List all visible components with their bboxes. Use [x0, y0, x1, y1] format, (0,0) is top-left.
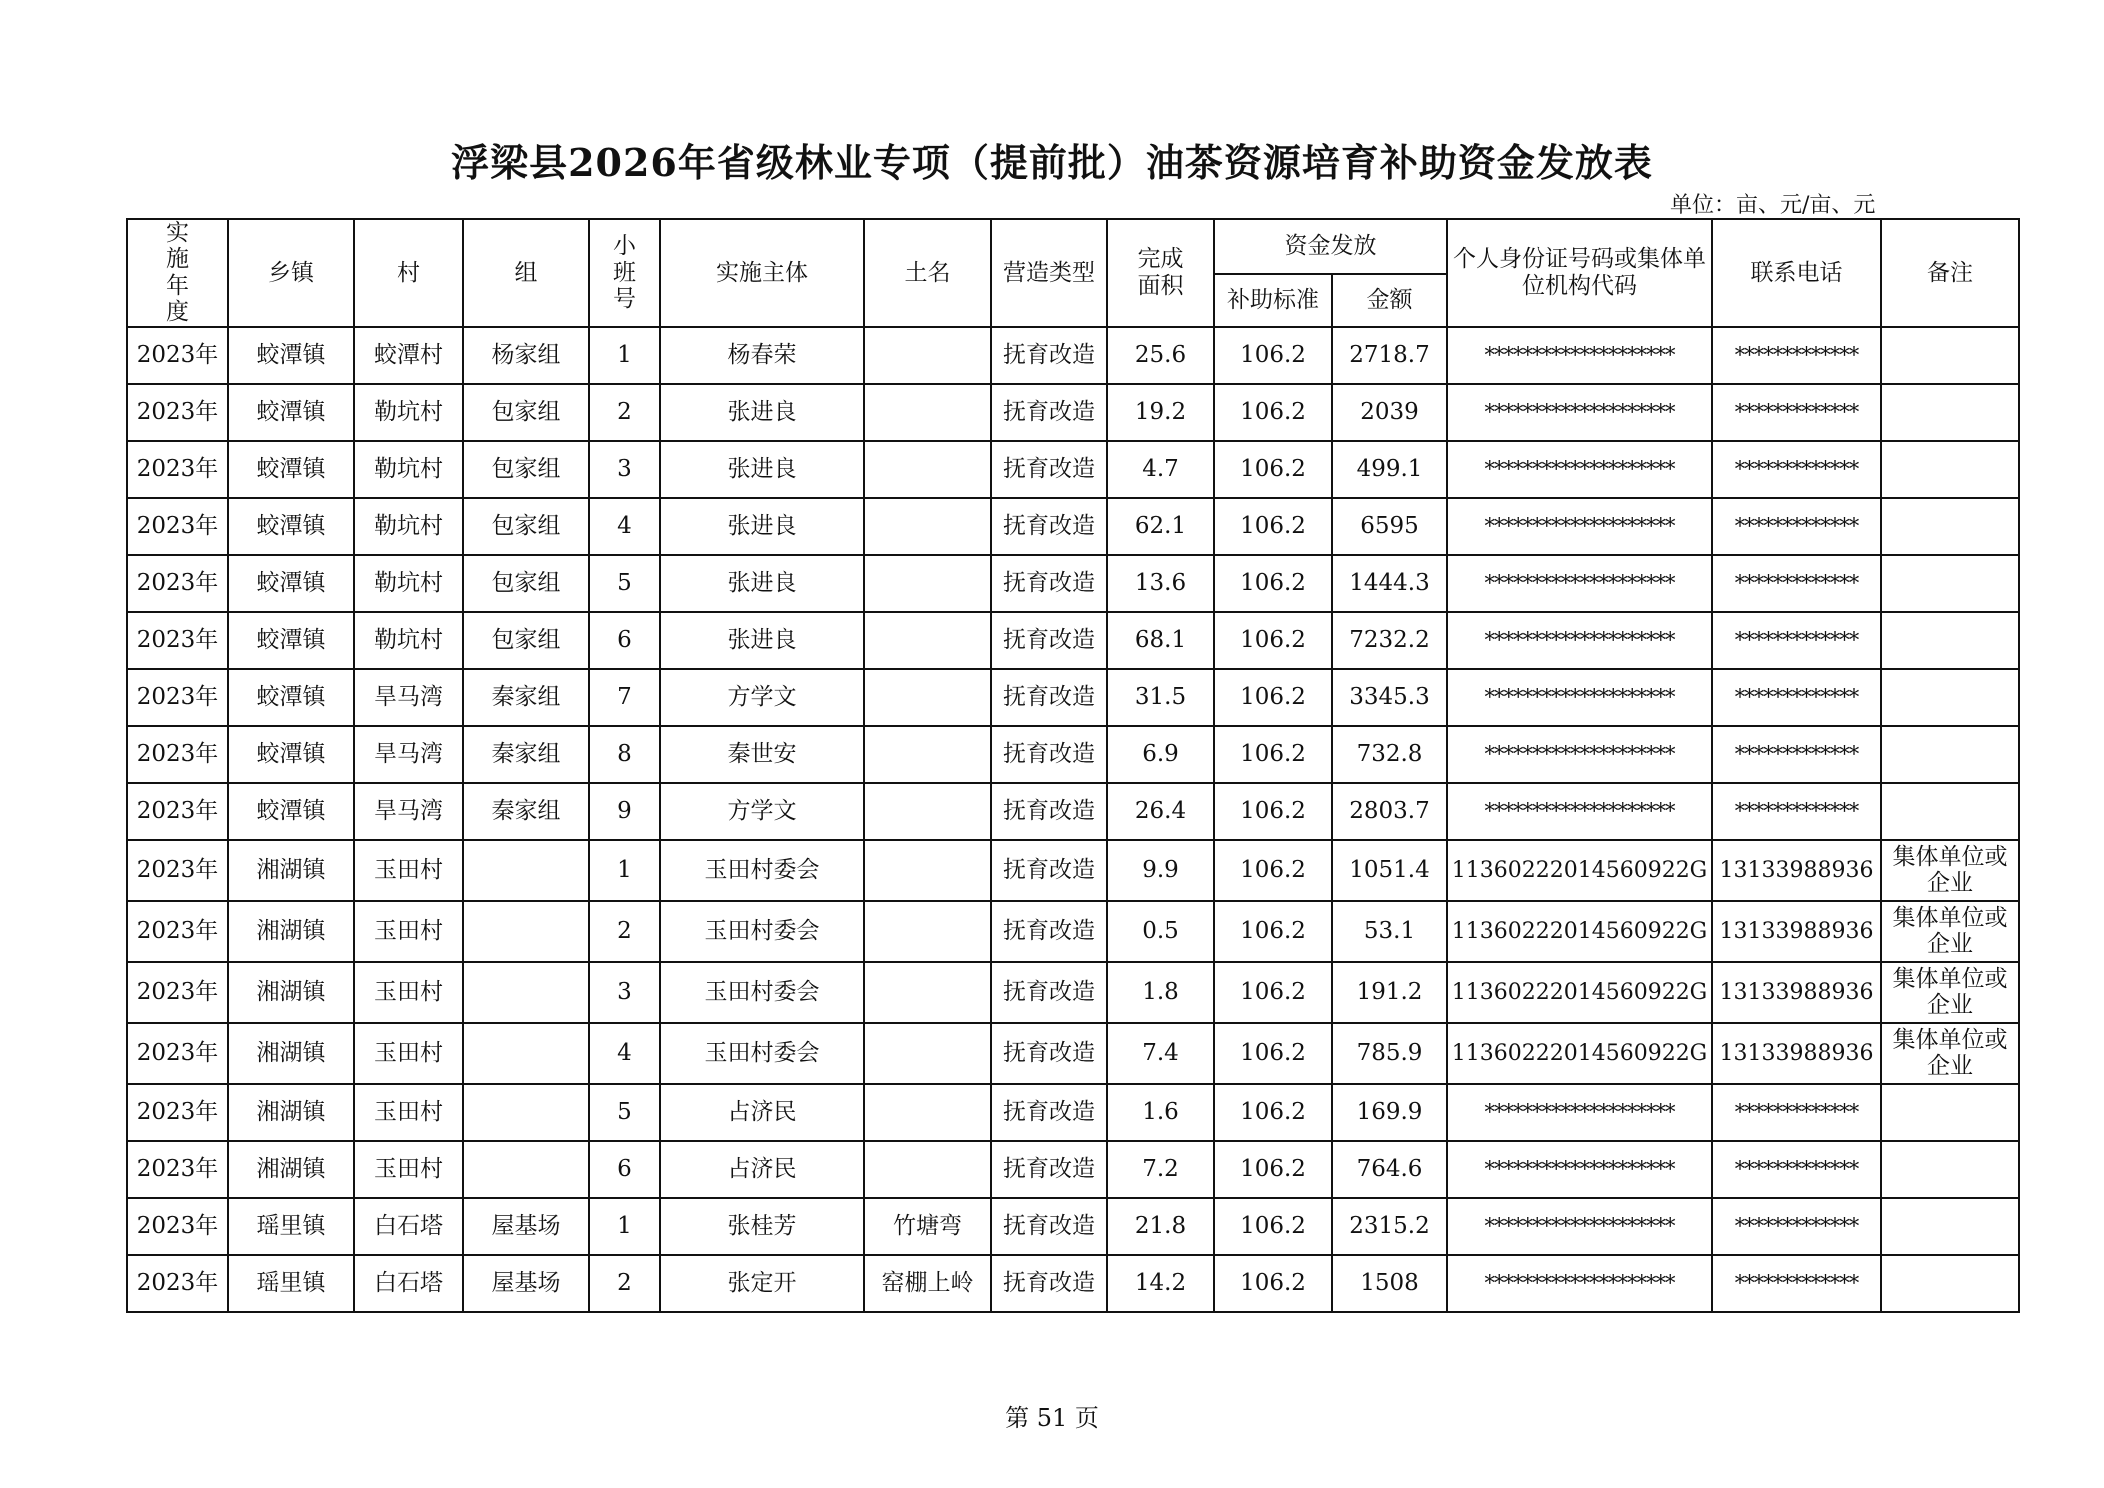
cell-subject: 张定开 — [660, 1255, 864, 1312]
cell-year: 2023年 — [127, 555, 228, 612]
cell-standard: 106.2 — [1214, 840, 1332, 901]
cell-type: 抚育改造 — [991, 962, 1107, 1023]
cell-place: 竹塘弯 — [864, 1198, 991, 1255]
cell-village: 勒坑村 — [354, 555, 463, 612]
cell-subject: 玉田村委会 — [660, 901, 864, 962]
cell-plot: 8 — [589, 726, 660, 783]
cell-id: ******************** — [1447, 1255, 1712, 1312]
cell-standard: 106.2 — [1214, 1255, 1332, 1312]
cell-standard: 106.2 — [1214, 1141, 1332, 1198]
cell-plot: 2 — [589, 1255, 660, 1312]
cell-type: 抚育改造 — [991, 783, 1107, 840]
cell-type: 抚育改造 — [991, 901, 1107, 962]
cell-plot: 5 — [589, 555, 660, 612]
cell-town: 蛟潭镇 — [228, 612, 354, 669]
cell-year: 2023年 — [127, 327, 228, 384]
table-row — [127, 1198, 2019, 1255]
cell-amount: 2039 — [1332, 384, 1447, 441]
cell-group — [463, 840, 589, 901]
cell-group — [463, 1141, 589, 1198]
cell-subject: 张进良 — [660, 384, 864, 441]
cell-subject: 张进良 — [660, 612, 864, 669]
cell-area: 26.4 — [1107, 783, 1214, 840]
cell-plot: 1 — [589, 1198, 660, 1255]
cell-type: 抚育改造 — [991, 384, 1107, 441]
cell-phone: ************* — [1712, 555, 1881, 612]
cell-village: 勒坑村 — [354, 498, 463, 555]
cell-village: 旱马湾 — [354, 669, 463, 726]
cell-note — [1881, 1084, 2019, 1141]
table-row — [127, 840, 2019, 901]
cell-id: ******************** — [1447, 555, 1712, 612]
cell-plot: 5 — [589, 1084, 660, 1141]
header-type: 营造类型 — [991, 219, 1107, 327]
cell-amount: 764.6 — [1332, 1141, 1447, 1198]
cell-amount: 191.2 — [1332, 962, 1447, 1023]
cell-place — [864, 1084, 991, 1141]
cell-area: 14.2 — [1107, 1255, 1214, 1312]
cell-town: 湘湖镇 — [228, 840, 354, 901]
cell-group — [463, 901, 589, 962]
cell-amount: 53.1 — [1332, 901, 1447, 962]
cell-id: ******************** — [1447, 498, 1712, 555]
cell-town: 湘湖镇 — [228, 1141, 354, 1198]
cell-group: 包家组 — [463, 612, 589, 669]
header-note: 备注 — [1881, 219, 2019, 327]
header-amount: 金额 — [1332, 274, 1447, 327]
cell-amount: 2803.7 — [1332, 783, 1447, 840]
table-row — [127, 1084, 2019, 1141]
cell-area: 6.9 — [1107, 726, 1214, 783]
cell-year: 2023年 — [127, 901, 228, 962]
cell-standard: 106.2 — [1214, 669, 1332, 726]
cell-place — [864, 1023, 991, 1084]
cell-year: 2023年 — [127, 1198, 228, 1255]
cell-group: 屋基场 — [463, 1255, 589, 1312]
cell-year: 2023年 — [127, 612, 228, 669]
cell-group: 秦家组 — [463, 783, 589, 840]
cell-amount: 1444.3 — [1332, 555, 1447, 612]
cell-place — [864, 441, 991, 498]
cell-amount: 7232.2 — [1332, 612, 1447, 669]
cell-area: 7.4 — [1107, 1023, 1214, 1084]
cell-note — [1881, 555, 2019, 612]
cell-village: 玉田村 — [354, 840, 463, 901]
cell-phone: ************* — [1712, 1255, 1881, 1312]
table-row — [127, 783, 2019, 840]
cell-subject: 玉田村委会 — [660, 1023, 864, 1084]
table-row — [127, 1141, 2019, 1198]
cell-group: 秦家组 — [463, 726, 589, 783]
cell-subject: 杨春荣 — [660, 327, 864, 384]
cell-id: 11360222014560922G — [1447, 962, 1712, 1023]
cell-amount: 732.8 — [1332, 726, 1447, 783]
cell-type: 抚育改造 — [991, 1141, 1107, 1198]
cell-area: 31.5 — [1107, 669, 1214, 726]
cell-phone: ************* — [1712, 669, 1881, 726]
header-area: 完成面积 — [1107, 219, 1214, 327]
cell-subject: 张进良 — [660, 555, 864, 612]
cell-standard: 106.2 — [1214, 901, 1332, 962]
cell-type: 抚育改造 — [991, 726, 1107, 783]
cell-note — [1881, 783, 2019, 840]
cell-phone: ************* — [1712, 612, 1881, 669]
cell-type: 抚育改造 — [991, 1023, 1107, 1084]
table-row — [127, 384, 2019, 441]
cell-town: 湘湖镇 — [228, 1023, 354, 1084]
table-row — [127, 327, 2019, 384]
cell-subject: 占济民 — [660, 1141, 864, 1198]
cell-standard: 106.2 — [1214, 441, 1332, 498]
cell-town: 蛟潭镇 — [228, 498, 354, 555]
cell-year: 2023年 — [127, 840, 228, 901]
cell-group — [463, 1023, 589, 1084]
cell-plot: 7 — [589, 669, 660, 726]
cell-note: 集体单位或企业 — [1881, 962, 2019, 1023]
cell-village: 旱马湾 — [354, 783, 463, 840]
table-row — [127, 901, 2019, 962]
cell-year: 2023年 — [127, 962, 228, 1023]
cell-standard: 106.2 — [1214, 783, 1332, 840]
cell-village: 白石塔 — [354, 1198, 463, 1255]
cell-year: 2023年 — [127, 1023, 228, 1084]
table-row — [127, 612, 2019, 669]
cell-note — [1881, 441, 2019, 498]
cell-village: 蛟潭村 — [354, 327, 463, 384]
cell-type: 抚育改造 — [991, 555, 1107, 612]
cell-village: 勒坑村 — [354, 441, 463, 498]
table-body — [127, 327, 2019, 1312]
cell-subject: 张进良 — [660, 498, 864, 555]
cell-town: 蛟潭镇 — [228, 726, 354, 783]
cell-town: 湘湖镇 — [228, 901, 354, 962]
cell-standard: 106.2 — [1214, 1023, 1332, 1084]
cell-id: 11360222014560922G — [1447, 901, 1712, 962]
cell-plot: 1 — [589, 840, 660, 901]
table-row — [127, 962, 2019, 1023]
cell-town: 蛟潭镇 — [228, 384, 354, 441]
cell-phone: ************* — [1712, 1198, 1881, 1255]
cell-area: 1.8 — [1107, 962, 1214, 1023]
cell-area: 62.1 — [1107, 498, 1214, 555]
cell-note — [1881, 384, 2019, 441]
cell-standard: 106.2 — [1214, 726, 1332, 783]
cell-subject: 玉田村委会 — [660, 962, 864, 1023]
cell-group: 包家组 — [463, 498, 589, 555]
table-row — [127, 441, 2019, 498]
cell-town: 蛟潭镇 — [228, 783, 354, 840]
cell-note — [1881, 498, 2019, 555]
cell-town: 瑶里镇 — [228, 1255, 354, 1312]
cell-area: 25.6 — [1107, 327, 1214, 384]
cell-id: ******************** — [1447, 783, 1712, 840]
cell-phone: 13133988936 — [1712, 1023, 1881, 1084]
cell-village: 玉田村 — [354, 1084, 463, 1141]
cell-place — [864, 384, 991, 441]
unit-note: 单位：亩、元/亩、元 — [1670, 193, 1876, 218]
cell-group — [463, 962, 589, 1023]
cell-group: 包家组 — [463, 555, 589, 612]
cell-plot: 9 — [589, 783, 660, 840]
header-town: 乡镇 — [228, 219, 354, 327]
cell-amount: 1051.4 — [1332, 840, 1447, 901]
cell-area: 7.2 — [1107, 1141, 1214, 1198]
cell-note — [1881, 1255, 2019, 1312]
cell-note: 集体单位或企业 — [1881, 901, 2019, 962]
cell-amount: 2315.2 — [1332, 1198, 1447, 1255]
cell-year: 2023年 — [127, 441, 228, 498]
cell-place — [864, 327, 991, 384]
cell-group: 杨家组 — [463, 327, 589, 384]
cell-type: 抚育改造 — [991, 669, 1107, 726]
cell-phone: ************* — [1712, 384, 1881, 441]
cell-note — [1881, 669, 2019, 726]
cell-year: 2023年 — [127, 1255, 228, 1312]
cell-village: 玉田村 — [354, 901, 463, 962]
cell-standard: 106.2 — [1214, 327, 1332, 384]
cell-standard: 106.2 — [1214, 612, 1332, 669]
cell-year: 2023年 — [127, 384, 228, 441]
cell-place — [864, 1141, 991, 1198]
cell-note — [1881, 1198, 2019, 1255]
cell-type: 抚育改造 — [991, 327, 1107, 384]
cell-plot: 4 — [589, 1023, 660, 1084]
cell-plot: 2 — [589, 384, 660, 441]
cell-place: 窑棚上岭 — [864, 1255, 991, 1312]
cell-id: ******************** — [1447, 726, 1712, 783]
cell-phone: ************* — [1712, 726, 1881, 783]
cell-standard: 106.2 — [1214, 555, 1332, 612]
page-number: 第 51 页 — [1005, 1404, 1099, 1432]
cell-subject: 张桂芳 — [660, 1198, 864, 1255]
cell-phone: ************* — [1712, 441, 1881, 498]
cell-village: 玉田村 — [354, 962, 463, 1023]
cell-place — [864, 726, 991, 783]
cell-place — [864, 555, 991, 612]
cell-group: 包家组 — [463, 384, 589, 441]
cell-type: 抚育改造 — [991, 1255, 1107, 1312]
cell-plot: 4 — [589, 498, 660, 555]
cell-phone: ************* — [1712, 1084, 1881, 1141]
cell-place — [864, 612, 991, 669]
cell-amount: 169.9 — [1332, 1084, 1447, 1141]
cell-type: 抚育改造 — [991, 441, 1107, 498]
cell-town: 湘湖镇 — [228, 1084, 354, 1141]
header-plot: 小班号 — [589, 219, 660, 327]
cell-phone: ************* — [1712, 1141, 1881, 1198]
cell-town: 蛟潭镇 — [228, 327, 354, 384]
cell-subject: 张进良 — [660, 441, 864, 498]
cell-plot: 2 — [589, 901, 660, 962]
cell-area: 4.7 — [1107, 441, 1214, 498]
cell-group: 包家组 — [463, 441, 589, 498]
table-row — [127, 555, 2019, 612]
cell-phone: 13133988936 — [1712, 840, 1881, 901]
cell-village: 旱马湾 — [354, 726, 463, 783]
subsidy-table — [126, 218, 2020, 1313]
cell-town: 瑶里镇 — [228, 1198, 354, 1255]
cell-village: 玉田村 — [354, 1141, 463, 1198]
table-row — [127, 669, 2019, 726]
cell-subject: 方学文 — [660, 783, 864, 840]
cell-id: ******************** — [1447, 384, 1712, 441]
header-year: 实施年度 — [127, 219, 228, 327]
cell-note — [1881, 726, 2019, 783]
cell-area: 19.2 — [1107, 384, 1214, 441]
header-subject: 实施主体 — [660, 219, 864, 327]
cell-plot: 3 — [589, 962, 660, 1023]
cell-town: 蛟潭镇 — [228, 669, 354, 726]
cell-town: 蛟潭镇 — [228, 555, 354, 612]
cell-id: ******************** — [1447, 1198, 1712, 1255]
cell-standard: 106.2 — [1214, 962, 1332, 1023]
cell-type: 抚育改造 — [991, 612, 1107, 669]
cell-id: ******************** — [1447, 441, 1712, 498]
cell-subject: 方学文 — [660, 669, 864, 726]
cell-place — [864, 498, 991, 555]
cell-phone: 13133988936 — [1712, 901, 1881, 962]
cell-standard: 106.2 — [1214, 384, 1332, 441]
cell-year: 2023年 — [127, 1084, 228, 1141]
cell-standard: 106.2 — [1214, 1084, 1332, 1141]
page-title: 浮梁县2026年省级林业专项（提前批）油茶资源培育补助资金发放表 — [451, 140, 1653, 185]
cell-note — [1881, 1141, 2019, 1198]
cell-plot: 6 — [589, 1141, 660, 1198]
header-phone: 联系电话 — [1712, 219, 1881, 327]
cell-place — [864, 962, 991, 1023]
cell-id: ******************** — [1447, 669, 1712, 726]
cell-area: 21.8 — [1107, 1198, 1214, 1255]
cell-standard: 106.2 — [1214, 1198, 1332, 1255]
cell-note: 集体单位或企业 — [1881, 840, 2019, 901]
header-id: 个人身份证号码或集体单位机构代码 — [1447, 219, 1712, 327]
cell-subject: 玉田村委会 — [660, 840, 864, 901]
cell-type: 抚育改造 — [991, 840, 1107, 901]
cell-town: 蛟潭镇 — [228, 441, 354, 498]
cell-area: 13.6 — [1107, 555, 1214, 612]
cell-group — [463, 1084, 589, 1141]
cell-id: ******************** — [1447, 1141, 1712, 1198]
cell-village: 白石塔 — [354, 1255, 463, 1312]
cell-amount: 3345.3 — [1332, 669, 1447, 726]
cell-place — [864, 669, 991, 726]
cell-year: 2023年 — [127, 783, 228, 840]
table-row — [127, 726, 2019, 783]
table-row — [127, 1255, 2019, 1312]
cell-id: ******************** — [1447, 1084, 1712, 1141]
cell-type: 抚育改造 — [991, 1198, 1107, 1255]
header-group: 组 — [463, 219, 589, 327]
cell-year: 2023年 — [127, 726, 228, 783]
cell-year: 2023年 — [127, 1141, 228, 1198]
cell-id: 11360222014560922G — [1447, 840, 1712, 901]
cell-area: 68.1 — [1107, 612, 1214, 669]
cell-group: 秦家组 — [463, 669, 589, 726]
header-funds: 资金发放 — [1214, 219, 1447, 274]
cell-subject: 秦世安 — [660, 726, 864, 783]
cell-place — [864, 783, 991, 840]
cell-town: 湘湖镇 — [228, 962, 354, 1023]
cell-plot: 6 — [589, 612, 660, 669]
cell-year: 2023年 — [127, 498, 228, 555]
table-row — [127, 498, 2019, 555]
cell-plot: 1 — [589, 327, 660, 384]
cell-type: 抚育改造 — [991, 1084, 1107, 1141]
cell-id: ******************** — [1447, 612, 1712, 669]
cell-note — [1881, 612, 2019, 669]
table-row — [127, 1023, 2019, 1084]
cell-id: ******************** — [1447, 327, 1712, 384]
cell-note — [1881, 327, 2019, 384]
cell-village: 玉田村 — [354, 1023, 463, 1084]
cell-amount: 785.9 — [1332, 1023, 1447, 1084]
cell-phone: ************* — [1712, 783, 1881, 840]
cell-place — [864, 840, 991, 901]
header-village: 村 — [354, 219, 463, 327]
cell-area: 0.5 — [1107, 901, 1214, 962]
cell-village: 勒坑村 — [354, 612, 463, 669]
cell-phone: 13133988936 — [1712, 962, 1881, 1023]
cell-amount: 499.1 — [1332, 441, 1447, 498]
cell-amount: 2718.7 — [1332, 327, 1447, 384]
cell-year: 2023年 — [127, 669, 228, 726]
cell-note: 集体单位或企业 — [1881, 1023, 2019, 1084]
cell-amount: 1508 — [1332, 1255, 1447, 1312]
cell-area: 9.9 — [1107, 840, 1214, 901]
cell-phone: ************* — [1712, 327, 1881, 384]
cell-area: 1.6 — [1107, 1084, 1214, 1141]
cell-amount: 6595 — [1332, 498, 1447, 555]
cell-phone: ************* — [1712, 498, 1881, 555]
header-standard: 补助标准 — [1214, 274, 1332, 327]
cell-village: 勒坑村 — [354, 384, 463, 441]
cell-type: 抚育改造 — [991, 498, 1107, 555]
cell-subject: 占济民 — [660, 1084, 864, 1141]
header-place: 土名 — [864, 219, 991, 327]
cell-standard: 106.2 — [1214, 498, 1332, 555]
cell-place — [864, 901, 991, 962]
cell-plot: 3 — [589, 441, 660, 498]
cell-group: 屋基场 — [463, 1198, 589, 1255]
cell-id: 11360222014560922G — [1447, 1023, 1712, 1084]
